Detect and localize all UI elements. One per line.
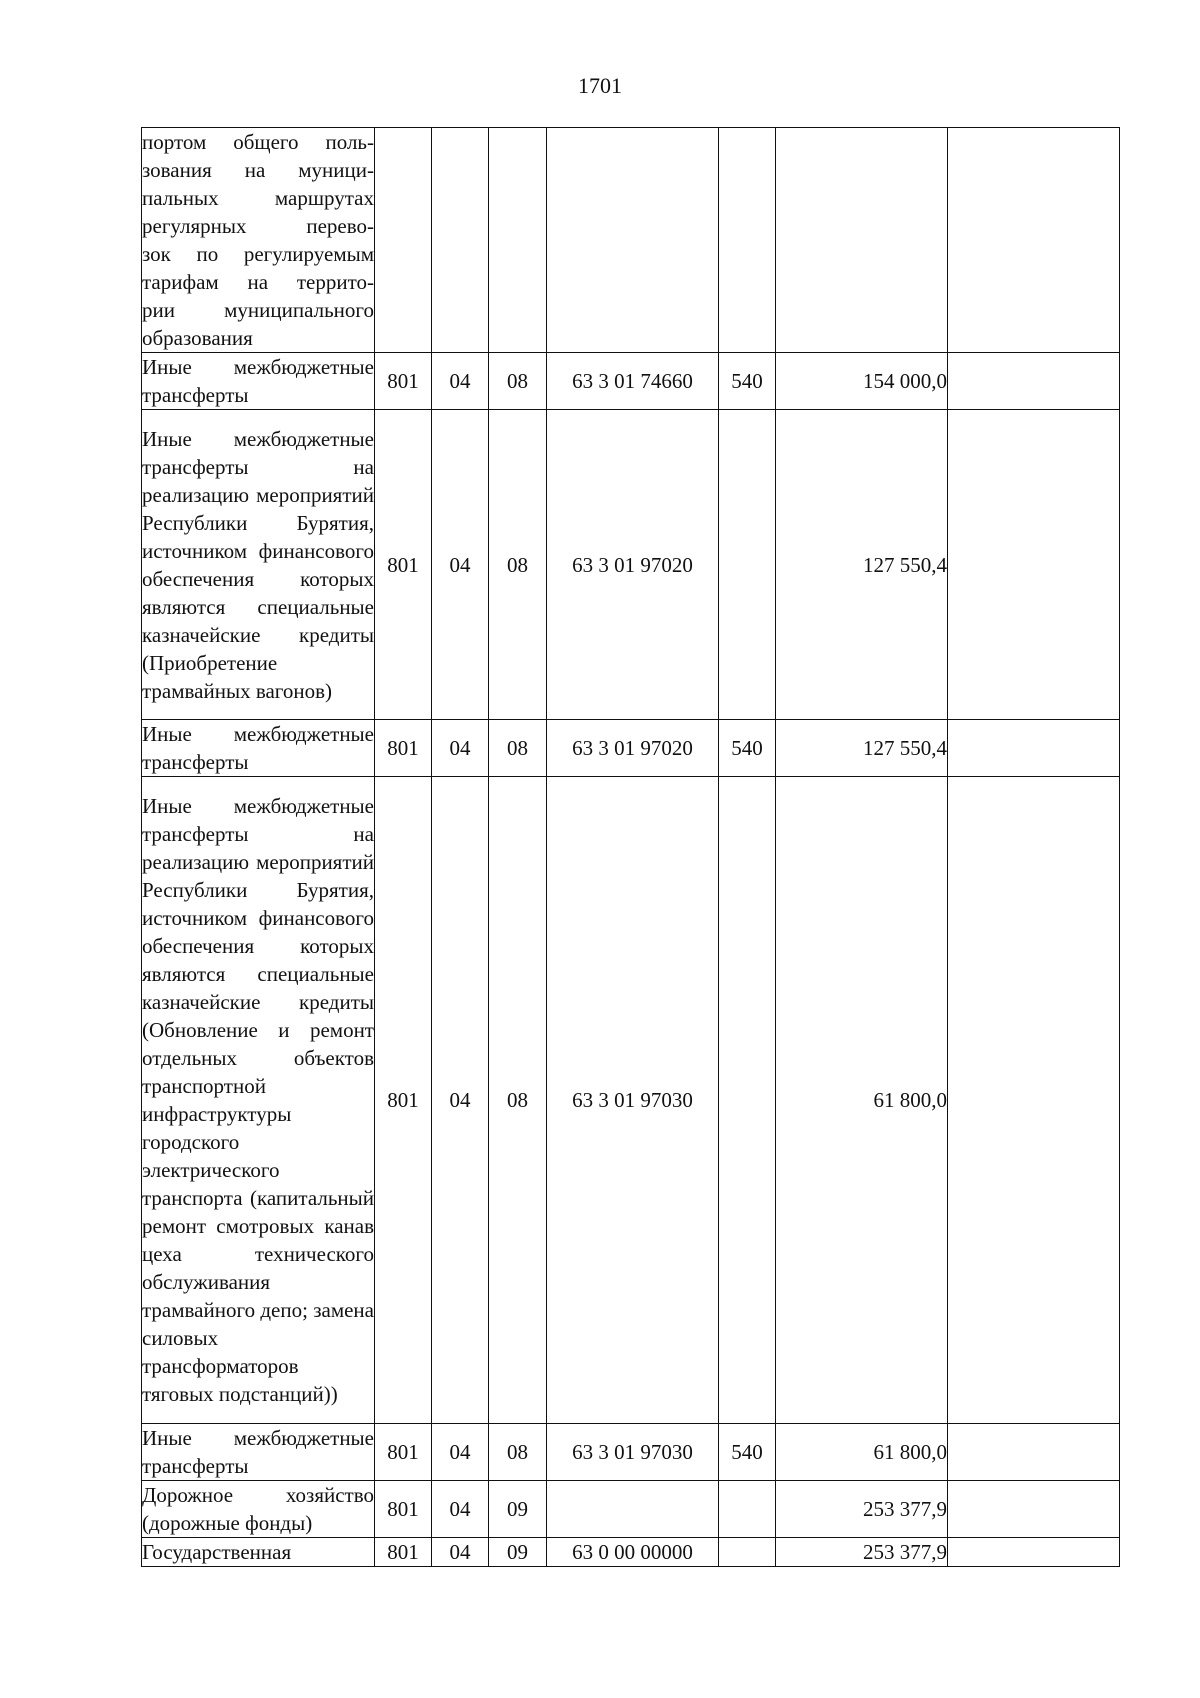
row-extra	[948, 1424, 1120, 1481]
budget-table	[141, 127, 1120, 1567]
row-csr: 63 0 00 00000	[547, 1538, 719, 1567]
table-row	[142, 353, 1120, 410]
row-rz	[375, 128, 432, 353]
row-pz: 08	[489, 410, 547, 720]
row-pr: 04	[432, 1481, 489, 1538]
row-extra	[948, 1481, 1120, 1538]
table-row	[142, 1481, 1120, 1538]
row-amount: 253 377,9	[776, 1481, 948, 1538]
row-pr	[432, 128, 489, 353]
page-number: 1701	[578, 73, 622, 98]
row-rz: 801	[375, 353, 432, 410]
row-pr: 04	[432, 720, 489, 777]
row-name-text: Иные межбюджетные трансферты на реализацию мероприятий Республики Бурятия, источником финансового обеспечения которых являются специальные казначейские кредиты (Приобретение трамвайных вагонов)	[142, 426, 374, 703]
row-name-text: Дорожное хозяйство (дорожные фонды)	[142, 1483, 374, 1535]
row-vr	[719, 410, 776, 720]
row-name-text: Иные межбюджетные трансферты	[142, 722, 374, 774]
row-extra	[948, 410, 1120, 720]
row-name	[142, 720, 375, 777]
row-name-text: портом общего поль- зования на муници- пальных маршрутах регулярных перево- зок по регулируемым тарифам на террито- рии муниципального образования	[142, 130, 374, 350]
row-rz: 801	[375, 777, 432, 1424]
row-rz: 801	[375, 720, 432, 777]
row-csr	[547, 128, 719, 353]
row-csr: 63 3 01 97020	[547, 720, 719, 777]
row-name-text: Иные межбюджетные трансферты	[142, 1426, 374, 1478]
row-rz: 801	[375, 1424, 432, 1481]
row-name-text: Государственная	[142, 1540, 292, 1564]
row-name	[142, 1481, 375, 1538]
row-extra	[948, 128, 1120, 353]
row-name	[142, 1424, 375, 1481]
row-extra	[948, 353, 1120, 410]
table-row	[142, 128, 1120, 353]
table-row	[142, 1538, 1120, 1567]
row-amount: 61 800,0	[776, 777, 948, 1424]
row-vr	[719, 1538, 776, 1567]
row-csr: 63 3 01 74660	[547, 353, 719, 410]
row-extra	[948, 1538, 1120, 1567]
table-row	[142, 720, 1120, 777]
table-row	[142, 410, 1120, 720]
row-pz: 09	[489, 1538, 547, 1567]
row-csr: 63 3 01 97030	[547, 1424, 719, 1481]
row-amount: 61 800,0	[776, 1424, 948, 1481]
row-vr	[719, 1481, 776, 1538]
row-pz: 08	[489, 777, 547, 1424]
row-pz: 08	[489, 353, 547, 410]
row-pr: 04	[432, 1538, 489, 1567]
row-csr: 63 3 01 97030	[547, 777, 719, 1424]
row-pz: 09	[489, 1481, 547, 1538]
row-rz: 801	[375, 1538, 432, 1567]
row-name	[142, 777, 375, 1424]
row-pr: 04	[432, 410, 489, 720]
row-name	[142, 128, 375, 353]
row-vr: 540	[719, 720, 776, 777]
row-pr: 04	[432, 1424, 489, 1481]
row-name	[142, 1538, 375, 1567]
row-vr	[719, 128, 776, 353]
row-rz: 801	[375, 410, 432, 720]
row-amount: 154 000,0	[776, 353, 948, 410]
row-pz	[489, 128, 547, 353]
row-name-text: Иные межбюджетные трансферты на реализацию мероприятий Республики Бурятия, источником финансового обеспечения которых являются специальные казначейские кредиты (Обновление и ремонт отдельных объектов транспортной инфраструктуры городского электрического транспорта (капитальный ремонт смотровых канав цеха технического обслуживания трамвайного депо; замена силовых трансформаторов тяговых подстанций))	[142, 794, 374, 1406]
row-pr: 04	[432, 353, 489, 410]
row-name	[142, 410, 375, 720]
row-extra	[948, 777, 1120, 1424]
row-name-text: Иные межбюджетные трансферты	[142, 355, 374, 407]
row-rz: 801	[375, 1481, 432, 1538]
row-pr: 04	[432, 777, 489, 1424]
row-vr: 540	[719, 353, 776, 410]
table-row	[142, 777, 1120, 1424]
table-row	[142, 1424, 1120, 1481]
row-pz: 08	[489, 1424, 547, 1481]
budget-table-body	[142, 128, 1120, 1567]
row-amount: 127 550,4	[776, 720, 948, 777]
row-extra	[948, 720, 1120, 777]
row-vr: 540	[719, 1424, 776, 1481]
row-amount: 127 550,4	[776, 410, 948, 720]
row-name	[142, 353, 375, 410]
row-csr	[547, 1481, 719, 1538]
row-vr	[719, 777, 776, 1424]
row-pz: 08	[489, 720, 547, 777]
row-amount: 253 377,9	[776, 1538, 948, 1567]
row-amount	[776, 128, 948, 353]
row-csr: 63 3 01 97020	[547, 410, 719, 720]
